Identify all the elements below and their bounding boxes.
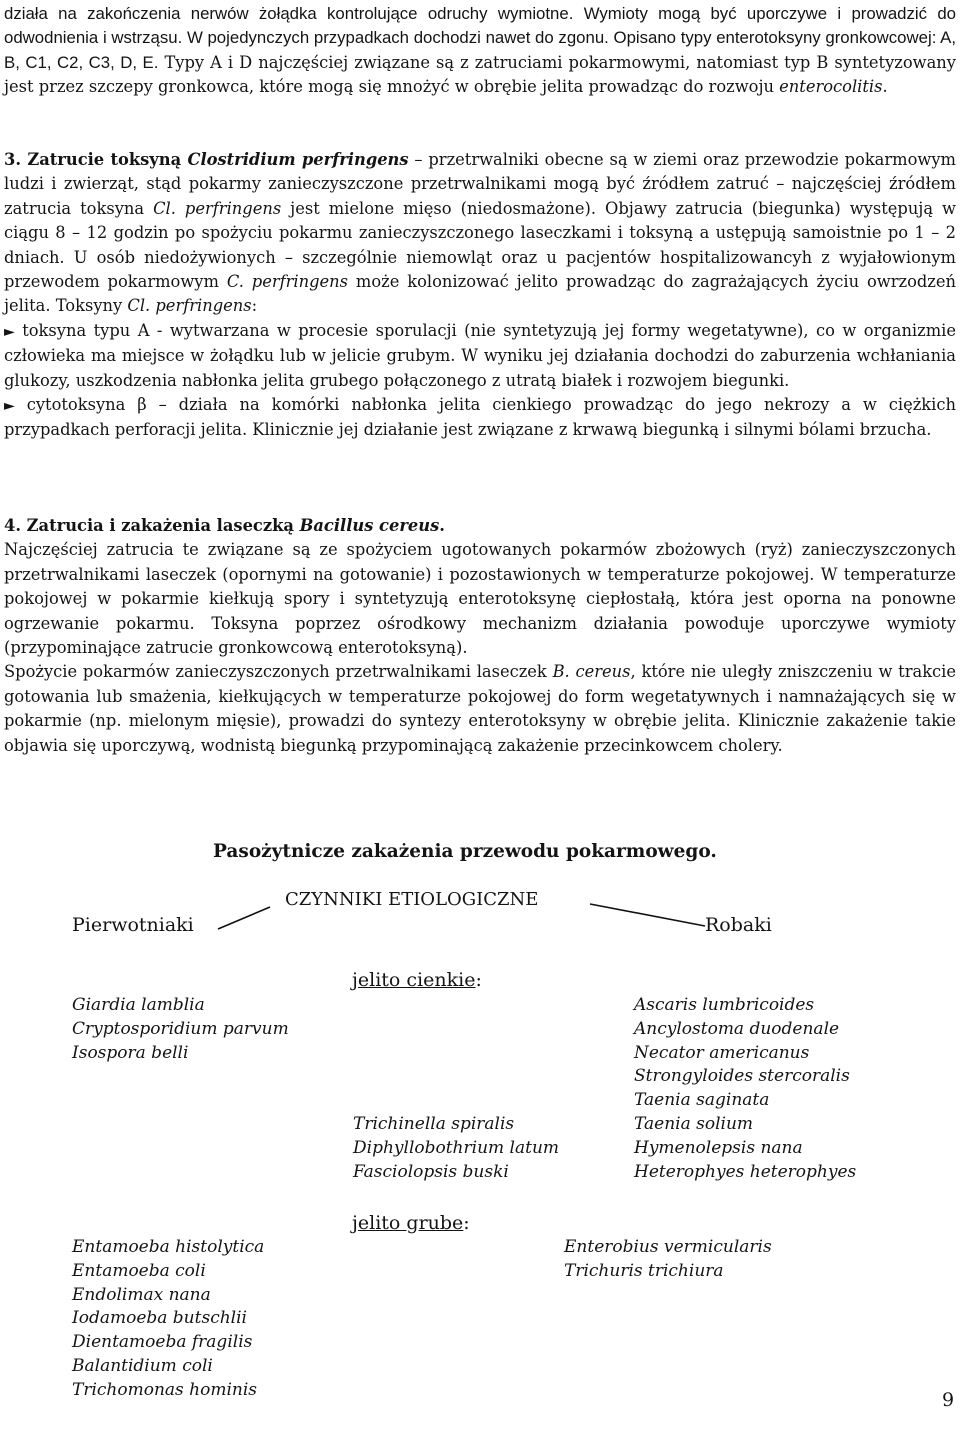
section-3-text-a: – przetrwalniki obecne są w ziemi oraz przewodzie pokarmowym ludzi i zwierząt, stąd pokarmy zanieczyszczone przetrwalnikami mogą być źródłem zatruć – najczęściej źródłem zatrucia toksyna bbox=[4, 150, 956, 218]
section-3-heading-prefix: 3. Zatrucie toksyną bbox=[4, 150, 188, 169]
list-item: Ancylostoma duodenale bbox=[634, 1018, 840, 1039]
list-item: Trichomonas hominis bbox=[72, 1379, 258, 1400]
section-4-b-cereus: B. cereus bbox=[552, 662, 631, 682]
section-3-text-d: : bbox=[251, 296, 258, 316]
list-item: Hymenolepsis nana bbox=[634, 1137, 803, 1158]
list-item: Entamoeba histolytica bbox=[72, 1237, 265, 1257]
left-connector-line bbox=[218, 907, 270, 929]
large-intestine-label: jelito grube bbox=[352, 1212, 464, 1234]
worms-heading: Robaki bbox=[705, 914, 772, 936]
section-4-text-b: , które nie uległy zniszczeniu w trakcie gotowania lub smażenia, kiełkujących w temperaturze pokojowej do form wegetatywnych i namnażających się w pokarmie (np. mielonym mięsie), prowadzi do syntezy enterotoksyny w obrębie jelita. Klinicznie zakażenie takie objawia się uporczywą, wodnistą biegunką przypominającą zakażenie przecinkowcem cholery. bbox=[4, 662, 957, 755]
small-intestine-heading bbox=[352, 969, 482, 991]
intro-text-2: Typy A i D najczęściej związane są z zatruciami pokarmowymi, natomiast typ B syntetyzowany jest przez szczepy gronkowca, które mogą się mnożyć w obrębie jelita prowadząc do rozwoju bbox=[4, 52, 956, 97]
list-item: Isospora belli bbox=[72, 1042, 189, 1063]
list-item: Trichinella spiralis bbox=[353, 1114, 515, 1134]
list-item: Endolimax nana bbox=[72, 1284, 211, 1305]
list-item: Dientamoeba fragilis bbox=[72, 1332, 253, 1353]
protozoa-small-list bbox=[72, 994, 289, 1065]
list-item: Ascaris lumbricoides bbox=[634, 995, 815, 1015]
bullet-triangle-icon: ► bbox=[4, 323, 15, 340]
section-4-heading-end: . bbox=[439, 516, 445, 535]
toxin-a-text: toksyna typu A - wytwarzana w procesie sporulacji (nie syntetyzują jej formy wegetatywne), co w organizmie człowieka ma miejsce w żołądku lub w jelicie grubym. W wyniku jej działania dochodzi do zaburzenia wchłaniania glukozy, uszkodzenia nabłonka jelita grubego połączonego z utratą białek i rozwojem biegunki. bbox=[4, 320, 956, 390]
worms-small-list bbox=[634, 994, 856, 1184]
cytotoxin-text: cytotoksyna β – działa na komórki nabłonka jelita cienkiego prowadząc do jego nekrozy a w ciężkich przypadkach perforacji jelita. Klinicznie jej działanie jest związane z krwawą biegunką i silnymi bólami brzucha. bbox=[4, 395, 956, 440]
section-3-cl1: Cl. perfringens bbox=[153, 198, 282, 218]
section-3-organism: Clostridium perfringens bbox=[187, 150, 409, 169]
section-3-c-perf: C. perfringens bbox=[226, 272, 349, 292]
section-4-text-a: Spożycie pokarmów zanieczyszczonych przetrwalnikami laseczek bbox=[4, 662, 553, 682]
list-item: Taenia saginata bbox=[634, 1090, 770, 1111]
list-item: Balantidium coli bbox=[72, 1355, 213, 1376]
bullet-triangle-icon: ► bbox=[4, 398, 15, 415]
intro-dot: . bbox=[882, 77, 888, 97]
protozoa-heading: Pierwotniaki bbox=[72, 914, 194, 936]
small-intestine-colon: : bbox=[475, 969, 482, 991]
worms-large-list bbox=[564, 1236, 772, 1284]
right-connector-line bbox=[590, 904, 705, 926]
list-item: Heterophyes heterophyes bbox=[634, 1161, 857, 1182]
section-4-paragraph-1: Najczęściej zatrucia te związane są ze spożyciem ugotowanych pokarmów zbożowych (ryż) zanieczyszczonych przetrwalnikami laseczek (opornymi na gotowanie) i pozostawionych w temperaturze pokojowej. W temperaturze pokojowej w pokarmie kiełkują spory i syntetyzują enterotoksynę ciepłostałą, która jest oporna na ponowne ogrzewanie pokarmu. Toksyna poprzez ośrodkowy mechanizm działania powoduje uporczywe wymioty (przypominające zatrucie gronkowcową enterotoksyną). bbox=[4, 540, 956, 658]
list-item: Strongyloides stercoralis bbox=[634, 1066, 850, 1087]
page-number: 9 bbox=[942, 1389, 955, 1411]
intro-enterocolitis: enterocolitis bbox=[779, 77, 883, 97]
list-item: Diphyllobothrium latum bbox=[353, 1137, 560, 1158]
large-intestine-heading bbox=[352, 1212, 470, 1234]
list-item: Fasciolopsis buski bbox=[353, 1161, 509, 1182]
list-item: Necator americanus bbox=[634, 1042, 810, 1063]
section-3-text-b: jest mielone mięso (niedosmażone). Objawy zatrucia (biegunka) występują w ciągu 8 – 12 godzin po spożyciu pokarmu zanieczyszczonego laseczkami i toksyną a ustępują samoistnie po 1 – 2 dniach. U osób niedożywionych – szczególnie niemowląt oraz u pacjentów hospitalizowancyh z wyjałowionym przewodem pokarmowym bbox=[4, 198, 956, 292]
list-item: Entamoeba coli bbox=[72, 1260, 206, 1281]
list-item: Iodamoeba butschlii bbox=[72, 1308, 247, 1329]
small-intestine-label: jelito cienkie bbox=[352, 969, 476, 991]
section-4-heading-prefix: 4. Zatrucia i zakażenia laseczką bbox=[4, 516, 300, 535]
large-intestine-colon: : bbox=[463, 1212, 470, 1234]
protozoa-large-list bbox=[72, 1236, 264, 1403]
list-item: Trichuris trichiura bbox=[564, 1260, 724, 1281]
list-item: Enterobius vermicularis bbox=[564, 1237, 772, 1257]
flukes-small-list bbox=[353, 1113, 559, 1184]
section-4-organism: Bacillus cereus bbox=[299, 516, 440, 535]
section-3-text-c: może kolonizować jelito prowadząc do zagrażających życiu owrzodzeń jelita. Toksyny bbox=[4, 272, 956, 316]
etiology-heading: CZYNNIKI ETIOLOGICZNE bbox=[285, 889, 539, 910]
parasites-title: Pasożytnicze zakażenia przewodu pokarmowego. bbox=[213, 841, 717, 862]
list-item: Cryptosporidium parvum bbox=[72, 1018, 289, 1039]
intro-text-1: działa na zakończenia nerwów żołądka kontrolujące odruchy wymiotne. Wymioty mogą być uporczywe i prowadzić do odwodnienia i wstrząsu. W pojedynczych przypadkach dochodzi nawet do zgonu. Opisano typy enterotoksyny gronkowcowej: A, B, C1, C2, C3, D, E. bbox=[4, 4, 956, 72]
list-item: Giardia lamblia bbox=[72, 995, 205, 1015]
list-item: Taenia solium bbox=[634, 1113, 754, 1134]
section-3-cl2: Cl. perfringens bbox=[127, 296, 252, 316]
